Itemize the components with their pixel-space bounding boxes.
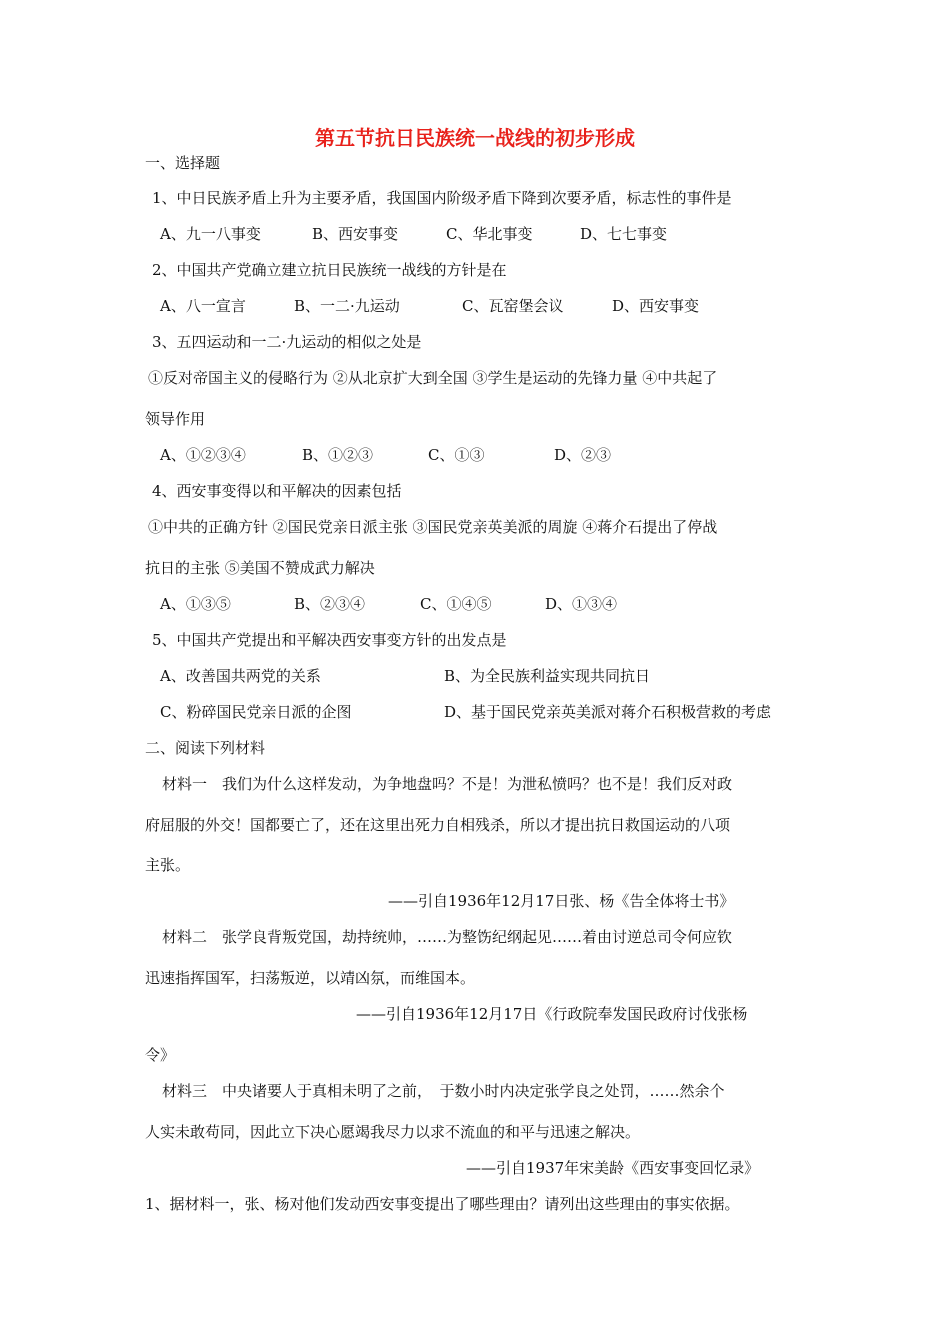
material-3-source: ——引自1937年宋美龄《西安事变回忆录》: [466, 1159, 760, 1177]
question-3-option-b: B、①②③: [302, 446, 374, 464]
question-4-statements-line-2: 抗日的主张 ⑤美国不赞成武力解决: [145, 559, 375, 577]
question-3-statements-line-2: 领导作用: [145, 410, 206, 428]
question-2-option-a: A、八一宣言: [160, 297, 246, 315]
question-2-option-c: C、瓦窑堡会议: [462, 297, 564, 315]
material-2-source-line-2: 令》: [145, 1046, 176, 1064]
question-5-option-c: C、粉碎国民党亲日派的企图: [160, 703, 352, 721]
question-3-stem: 3、五四运动和一二·九运动的相似之处是: [152, 333, 422, 351]
material-2-source-line-1: ——引自1936年12月17日《行政院奉发国民政府讨伐张杨: [356, 1005, 748, 1023]
material-1-line-2: 府屈服的外交！国都要亡了，还在这里出死力自相残杀，所以才提出抗日救国运动的八项: [145, 816, 731, 834]
question-3-option-a: A、①②③④: [160, 446, 246, 464]
reading-question-1: 1、据材料一，张、杨对他们发动西安事变提出了哪些理由？请列出这些理由的事实依据。: [145, 1195, 740, 1213]
question-4-option-a: A、①③⑤: [160, 595, 231, 613]
material-1-line-1: 材料一 我们为什么这样发动，为争地盘吗？不是！为泄私愤吗？也不是！我们反对政: [162, 775, 733, 793]
page-title: 第五节抗日民族统一战线的初步形成: [315, 126, 635, 150]
material-1-line-3: 主张。: [145, 856, 191, 874]
material-1-source: ——引自1936年12月17日张、杨《告全体将士书》: [388, 892, 735, 910]
question-3-statements-line-1: ①反对帝国主义的侵略行为 ②从北京扩大到全国 ③学生是运动的先锋力量 ④中共起了: [148, 369, 718, 387]
question-2-stem: 2、中国共产党确立建立抗日民族统一战线的方针是在: [152, 261, 507, 279]
question-1-option-a: A、九一八事变: [160, 225, 261, 243]
question-1-option-c: C、华北事变: [446, 225, 533, 243]
section-heading-reading: 二、阅读下列材料: [145, 739, 266, 757]
question-5-stem: 5、中国共产党提出和平解决西安事变方针的出发点是: [152, 631, 507, 649]
material-3-line-2: 人实未敢苟同，因此立下决心愿竭我尽力以求不流血的和平与迅速之解决。: [145, 1123, 641, 1141]
question-4-option-d: D、①③④: [545, 595, 618, 613]
question-3-option-c: C、①③: [428, 446, 485, 464]
question-4-statements-line-1: ①中共的正确方针 ②国民党亲日派主张 ③国民党亲英美派的周旋 ④蒋介石提出了停战: [148, 518, 718, 536]
question-4-option-c: C、①④⑤: [420, 595, 492, 613]
question-4-option-b: B、②③④: [294, 595, 366, 613]
question-1-option-d: D、七七事变: [580, 225, 668, 243]
section-heading-choice: 一、选择题: [145, 154, 221, 172]
question-5-option-a: A、改善国共两党的关系: [160, 667, 321, 685]
question-3-option-d: D、②③: [554, 446, 612, 464]
material-2-line-2: 迅速指挥国军，扫荡叛逆，以靖凶氛，而维国本。: [145, 969, 476, 987]
question-2-option-d: D、西安事变: [612, 297, 700, 315]
question-5-option-b: B、为全民族利益实现共同抗日: [444, 667, 651, 685]
question-2-option-b: B、一二·九运动: [294, 297, 400, 315]
question-4-stem: 4、西安事变得以和平解决的因素包括: [152, 482, 402, 500]
question-1-option-b: B、西安事变: [312, 225, 399, 243]
question-1-stem: 1、中日民族矛盾上升为主要矛盾，我国国内阶级矛盾下降到次要矛盾，标志性的事件是: [152, 189, 732, 207]
material-3-line-1: 材料三 中央诸要人于真相未明了之前， 于数小时内决定张学良之处罚，……然余个: [162, 1082, 725, 1100]
material-2-line-1: 材料二 张学良背叛党国，劫持统帅，……为整饬纪纲起见……着由讨逆总司令何应钦: [162, 928, 733, 946]
question-5-option-d: D、基于国民党亲英美派对蒋介石积极营救的考虑: [444, 703, 772, 721]
